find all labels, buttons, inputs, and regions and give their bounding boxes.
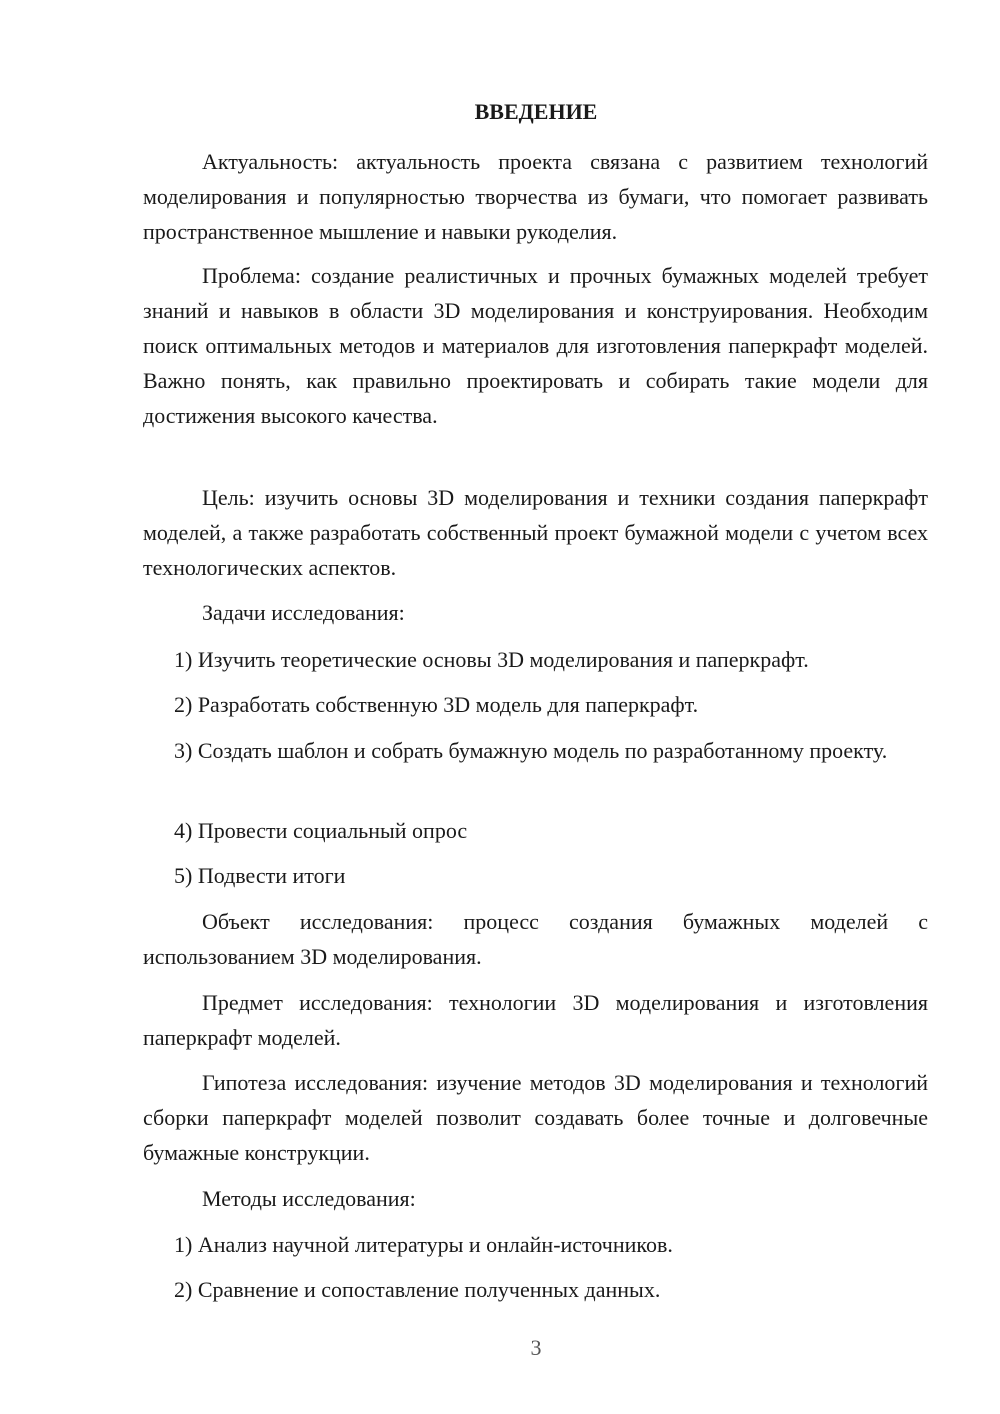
- methods-heading: Методы исследования:: [202, 1186, 416, 1211]
- object-paragraph: Объект исследования: процесс создания бумажных моделей с использованием 3D моделирования.: [143, 909, 928, 969]
- tasks-heading: Задачи исследования:: [202, 600, 405, 625]
- goal-paragraph: Цель: изучить основы 3D моделирования и техники создания паперкрафт моделей, а также разработать собственный проект бумажной модели с учетом всех технологических аспектов.: [143, 485, 928, 580]
- task-item: 2) Разработать собственную 3D модель для паперкрафт.: [174, 692, 699, 717]
- task-item: 5) Подвести итоги: [174, 863, 346, 888]
- subject-paragraph: Предмет исследования: технологии 3D моделирования и изготовления паперкрафт моделей.: [143, 990, 928, 1050]
- task-item: 3) Создать шаблон и собрать бумажную модель по разработанному проекту.: [174, 738, 888, 763]
- relevance-paragraph: Актуальность: актуальность проекта связана с развитием технологий моделирования и популярностью творчества из бумаги, что помогает развивать пространственное мышление и навыки рукоделия.: [143, 149, 928, 244]
- task-item: 1) Изучить теоретические основы 3D моделирования и паперкрафт.: [174, 647, 809, 672]
- page-number: 3: [530, 1335, 542, 1360]
- method-item: 1) Анализ научной литературы и онлайн-источников.: [174, 1232, 673, 1257]
- task-item: 4) Провести социальный опрос: [174, 818, 468, 843]
- method-item: 2) Сравнение и сопоставление полученных данных.: [174, 1277, 661, 1302]
- page-title: ВВЕДЕНИЕ: [474, 99, 598, 124]
- hypothesis-paragraph: Гипотеза исследования: изучение методов 3D моделирования и технологий сборки паперкрафт моделей позволит создавать более точные и долговечные бумажные конструкции.: [143, 1070, 928, 1165]
- problem-paragraph: Проблема: создание реалистичных и прочных бумажных моделей требует знаний и навыков в области 3D моделирования и конструирования. Необходим поиск оптимальных методов и материалов для изготовления паперкрафт моделей. Важно понять, как правильно проектировать и собирать такие модели для достижения высокого качества.: [143, 263, 928, 428]
